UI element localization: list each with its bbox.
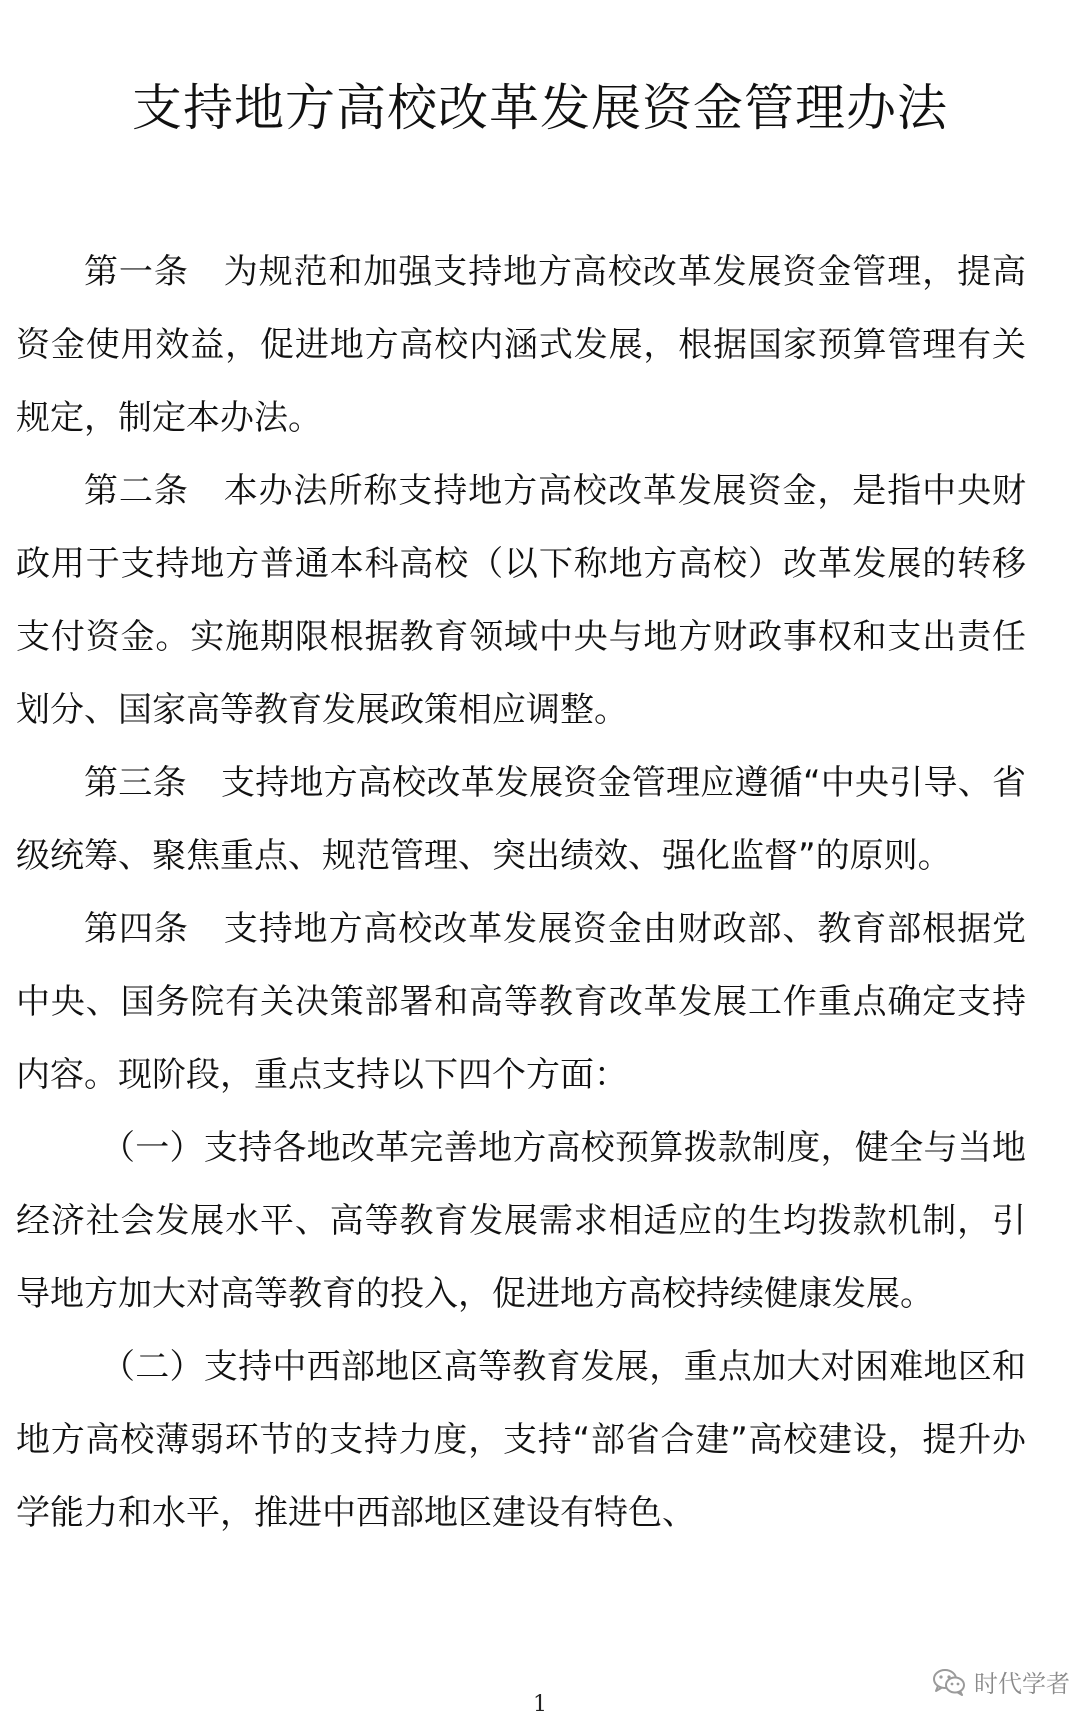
document-title: 支持地方高校改革发展资金管理办法 [132,79,948,137]
paragraph-item-2: （二）支持中西部地区高等教育发展，重点加大对困难地区和地方高校薄弱环节的支持力度，支持“部省合建”高校建设，提升办学能力和水平，推进中西部地区建设有特色、 [16,1347,1026,1533]
paragraph-article-1: 第一条 为规范和加强支持地方高校改革发展资金管理，提高资金使用效益，促进地方高校内涵式发展，根据国家预算管理有关规定，制定本办法。 [16,252,1026,438]
wechat-icon [932,1668,966,1696]
watermark-text: 时代学者 [974,1670,1070,1698]
paragraph-article-4: 第四条 支持地方高校改革发展资金由财政部、教育部根据党中央、国务院有关决策部署和高等教育改革发展工作重点确定支持内容。现阶段，重点支持以下四个方面： [16,909,1026,1095]
paragraph-article-3: 第三条 支持地方高校改革发展资金管理应遵循“中央引导、省级统筹、聚焦重点、规范管理、突出绩效、强化监督”的原则。 [16,763,1026,876]
paragraph-article-2: 第二条 本办法所称支持地方高校改革发展资金，是指中央财政用于支持地方普通本科高校（以下称地方高校）改革发展的转移支付资金。实施期限根据教育领域中央与地方财政事权和支出责任划分、国家高等教育发展政策相应调整。 [16,471,1026,730]
document-body [16,236,1026,1550]
paragraph-item-1: （一）支持各地改革完善地方高校预算拨款制度，健全与当地经济社会发展水平、高等教育发展需求相适应的生均拨款机制，引导地方加大对高等教育的投入，促进地方高校持续健康发展。 [16,1128,1026,1314]
page-number: 1 [533,1692,547,1717]
watermark [932,1664,1070,1699]
